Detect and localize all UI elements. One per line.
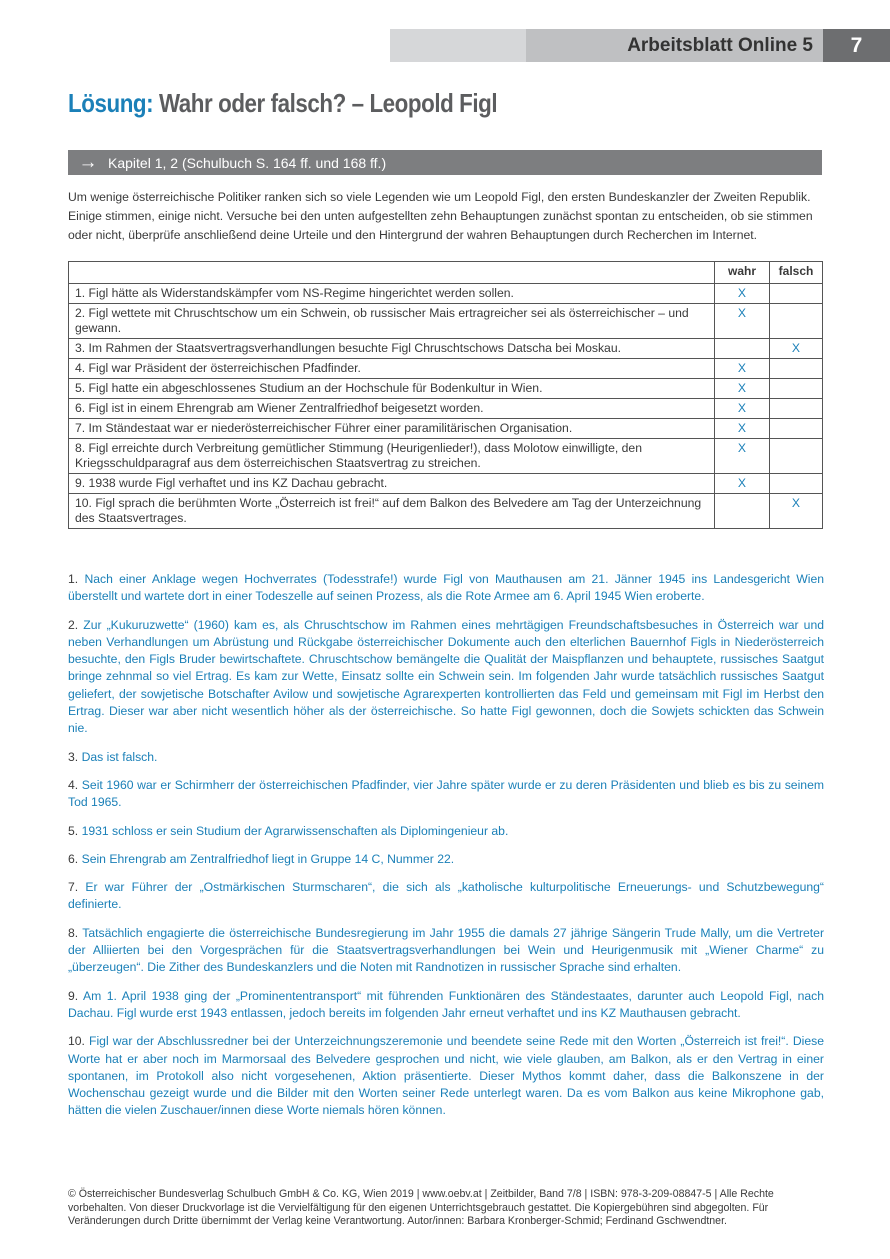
falsch-mark: X [770, 494, 823, 529]
wahr-mark: X [715, 439, 770, 474]
statement-text: 9. 1938 wurde Figl verhaftet und ins KZ Dachau gebracht. [69, 474, 715, 494]
wahr-mark: X [715, 304, 770, 339]
falsch-mark [770, 439, 823, 474]
falsch-mark [770, 419, 823, 439]
statement-text: 3. Im Rahmen der Staatsvertragsverhandlungen besuchte Figl Chruschtschows Datscha bei Moskau. [69, 339, 715, 359]
answer-text: Nach einer Anklage wegen Hochverrates (Todesstrafe!) wurde Figl von Mauthausen am 21. Jänner 1945 ins Landesgericht Wien überstellt und wartete dort in einer Todeszelle auf seinen Prozess, als die Rote Armee am 6. April 1945 Wien eroberte. [68, 572, 825, 604]
answer-text: Zur „Kukuruzwette“ (1960) kam es, als Chruschtschow im Rahmen eines mehrtägigen Freundschaftsbesuches in Österreich war und neben Verhandlungen um Abrüstung und Rückgabe österreichischer Dokumente auch den elterlichen Bauernhof Figls in Niederösterreich besuchte, den Figls Bruder bewirtschaftete. Chruschtschow bemängelte die Qualität der Maispflanzen und behauptete, russisches Saatgut bringe zehnmal so viel Ertrag. Es kam zur Wette, Einsatz sollte ein Schwein sein. Im folgenden Jahr wurde tatsächlich russisches Saatgut geliefert, der sowjetische Botschafter Avilow und sowjetische Agrarexperten kontrollierten das Feld und gemeinsam mit Figl im Herbst den Ertrag. Dieser war aber nicht wesentlich höher als der österreichische. So hatte Figl gewonnen, doch die Sowjets schickten das Schwein nie. [68, 617, 824, 736]
answer-text: Am 1. April 1938 ging der „Prominententransport“ mit führenden Funktionären des Ständestaates, darunter auch Leopold Figl, nach Dachau. Figl wurde erst 1943 entlassen, jedoch bereits im folgenden Jahr erneut verhaftet und ins KZ Mauthausen gebracht. [68, 988, 825, 1020]
answer-number: 10. [68, 1034, 85, 1049]
answer-number: 5. [68, 823, 79, 838]
answer-item [68, 988, 824, 1023]
falsch-mark [770, 284, 823, 304]
table-row [69, 399, 823, 419]
statement-text: 10. Figl sprach die berühmten Worte „Österreich ist frei!“ auf dem Balkon des Belvedere am Tag der Unterzeichnung des Staatsvertrages. [69, 494, 715, 529]
wahr-mark: X [715, 379, 770, 399]
answer-text: Er war Führer der „Ostmärkischen Sturmscharen“, die sich als „katholische kulturpolitische Erneuerungs- und Schutzbewegung“ definierte. [68, 880, 824, 912]
footer-copyright: © Österreichischer Bundesverlag Schulbuch GmbH & Co. KG, Wien 2019 | www.oebv.at | Zeitbilder, Band 7/8 | ISBN: 978-3-209-08847-5 | Alle Rechte vorbehalten. Von dieser Druckvorlage ist die Vervielfältigung für den eigenen Unterrichtsgebrauch gestattet. Die Kopiergebühren sind abgegolten. Für Veränderungen durch Dritte übernimmt der Verlag keine Verantwortung. Autor/innen: Barbara Kronberger-Schmid; Ferdinand Gschwendtner. [68, 1188, 774, 1227]
falsch-mark [770, 399, 823, 419]
statement-text: 7. Im Ständestaat war er niederösterreichischer Führer einer paramilitärischen Organisation. [69, 419, 715, 439]
answer-item [68, 851, 824, 868]
header-statement [69, 262, 715, 284]
answer-number: 7. [68, 880, 79, 895]
header-bar [390, 29, 890, 62]
table-row [69, 494, 823, 529]
answer-item [68, 823, 824, 840]
table-row [69, 359, 823, 379]
answer-text: 1931 schloss er sein Studium der Agrarwissenschaften als Diplomingenieur ab. [81, 823, 509, 838]
statements-table [68, 261, 823, 529]
answers-section [68, 571, 824, 1131]
statement-text: 4. Figl war Präsident der österreichischen Pfadfinder. [69, 359, 715, 379]
page-title [68, 88, 497, 119]
table-row [69, 339, 823, 359]
answer-item [68, 925, 824, 977]
title-text: Wahr oder falsch? – Leopold Figl [158, 88, 498, 118]
falsch-mark [770, 379, 823, 399]
wahr-mark [715, 339, 770, 359]
statement-text: 5. Figl hatte ein abgeschlossenes Studium an der Hochschule für Bodenkultur in Wien. [69, 379, 715, 399]
wahr-mark: X [715, 284, 770, 304]
statement-text: 1. Figl hätte als Widerstandskämpfer vom NS-Regime hingerichtet werden sollen. [69, 284, 715, 304]
falsch-mark [770, 359, 823, 379]
falsch-mark [770, 304, 823, 339]
table-row [69, 419, 823, 439]
table-row [69, 284, 823, 304]
answer-text: Seit 1960 war er Schirmherr der österreichischen Pfadfinder, vier Jahre später wurde er zu deren Präsidenten und blieb es bis zu seinem Tod 1965. [68, 777, 824, 810]
answer-number: 1. [68, 572, 79, 586]
table-row [69, 379, 823, 399]
answer-number: 3. [68, 749, 79, 764]
intro-text: Um wenige österreichische Politiker ranken sich so viele Legenden wie um Leopold Figl, den ersten Bundeskanzler der Zweiten Republik. Einige stimmen, einige nicht. Versuche bei den unten aufgestellten zehn Behauptungen zunächst spontan zu entscheiden, ob sie stimmen oder nicht, überprüfe anschließend deine Urteile und den Hintergrund der wahren Behauptungen durch Recherchen im Internet. [68, 190, 813, 242]
title-label: Lösung: [68, 88, 154, 118]
answer-number: 9. [68, 988, 79, 1003]
worksheet-label: Arbeitsblatt Online 5 [526, 29, 823, 62]
answer-item [68, 1033, 824, 1119]
table-row [69, 304, 823, 339]
statement-text: 8. Figl erreichte durch Verbreitung gemütlicher Stimmung (Heurigenlieder!), dass Molotow einwilligte, den Kriegsschuldparagraf aus dem österreichischen Staatsvertrag zu streichen. [69, 439, 715, 474]
header-wahr: wahr [715, 262, 770, 284]
wahr-mark: X [715, 359, 770, 379]
header-falsch: falsch [770, 262, 823, 284]
answer-item [68, 777, 824, 812]
answer-text: Sein Ehrengrab am Zentralfriedhof liegt in Gruppe 14 C, Nummer 22. [81, 851, 455, 866]
answer-number: 4. [68, 777, 79, 792]
answer-text: Figl war der Abschlussredner bei der Unterzeichnungszeremonie und beendete seine Rede mit den Worten „Österreich ist frei!“. Diese Worte hat er aber noch im Marmorsaal des Belvedere gesprochen und nicht, wie viele glauben, am Balkon, als er den Vertrag in einer spontanen, im Protokoll also nicht vorgesehenen, Aktion präsentierte. Dieser Mythos kommt daher, dass die Balkonszene in der Wochenschau gezeigt wurde und die Bilder mit den Worten seiner Rede unterlegt waren. Da es vom Balkon aus keine Mikrophone gab, hätten die vielen Zuschauer/innen diese Worte niemals hören können. [68, 1034, 824, 1118]
answer-item [68, 571, 824, 606]
answer-number: 2. [68, 617, 79, 632]
arrow-right-icon: → [78, 151, 98, 173]
header-bar-spacer [390, 29, 526, 62]
table-header-row [69, 262, 823, 284]
answer-number: 6. [68, 851, 79, 866]
answer-text: Das ist falsch. [81, 749, 158, 764]
table-row [69, 474, 823, 494]
answer-item [68, 617, 824, 738]
wahr-mark: X [715, 419, 770, 439]
chapter-text: Kapitel 1, 2 (Schulbuch S. 164 ff. und 168 ff.) [108, 154, 387, 171]
wahr-mark: X [715, 474, 770, 494]
falsch-mark [770, 474, 823, 494]
statement-text: 2. Figl wettete mit Chruschtschow um ein Schwein, ob russischer Mais ertragreicher sei als österreichischer – und gewann. [69, 304, 715, 339]
wahr-mark [715, 494, 770, 529]
answer-number: 8. [68, 925, 79, 940]
wahr-mark: X [715, 399, 770, 419]
chapter-bar [68, 150, 822, 175]
statement-text: 6. Figl ist in einem Ehrengrab am Wiener Zentralfriedhof beigesetzt worden. [69, 399, 715, 419]
answer-text: Tatsächlich engagierte die österreichische Bundesregierung im Jahr 1955 die damals 27 jährige Sängerin Trude Mally, um die Vertreter der Alliierten bei den Vorgesprächen für die Staatsvertragsverhandlungen bei Wein und Heurigenmusik mit „Wiener Charme“ zu „überzeugen“. Die Zither des Bundeskanzlers und die Noten mit Randnotizen in russischer Sprache sind erhalten. [68, 925, 824, 975]
page-number: 7 [823, 29, 890, 62]
falsch-mark: X [770, 339, 823, 359]
table-row [69, 439, 823, 474]
answer-item [68, 749, 824, 766]
answer-item [68, 879, 824, 914]
